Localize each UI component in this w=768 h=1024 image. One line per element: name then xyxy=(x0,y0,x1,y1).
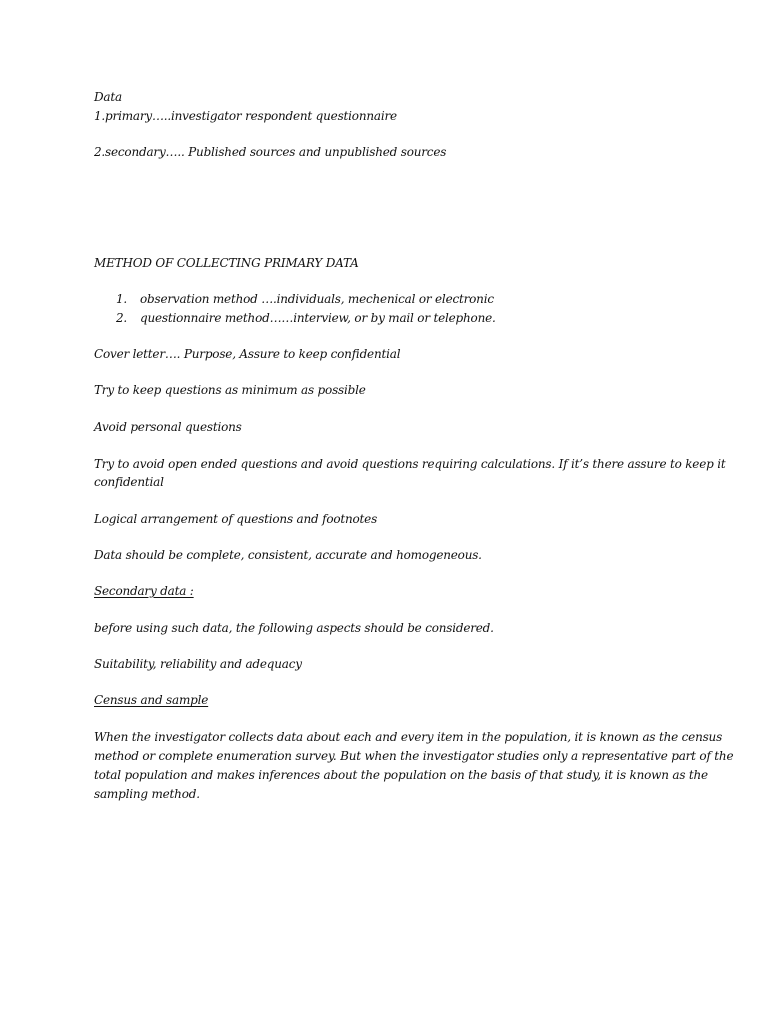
doc-heading: Data xyxy=(94,90,122,104)
methods-item-number: 1. xyxy=(116,292,128,306)
census-paragraph-line: method or complete enumeration survey. But when the investigator studies only a representative part of the xyxy=(94,749,734,763)
methods-item-text: questionnaire method……interview, or by mail or telephone. xyxy=(140,311,496,325)
census-paragraph-line: sampling method. xyxy=(94,787,200,801)
before-using-line: before using such data, the following aspects should be considered. xyxy=(94,621,494,635)
census-heading: Census and sample xyxy=(94,693,209,707)
census-paragraph-line: total population and makes inferences about the population on the basis of that study, it is known as the xyxy=(94,768,708,782)
avoid-personal-line: Avoid personal questions xyxy=(94,420,242,434)
suitability-line: Suitability, reliability and adequacy xyxy=(94,657,302,671)
secondary-line: 2.secondary….. Published sources and unpublished sources xyxy=(94,145,447,159)
primary-line: 1.primary…..investigator respondent questionnaire xyxy=(94,109,397,123)
secondary-data-heading: Secondary data : xyxy=(94,584,194,598)
methods-item-text: observation method ….individuals, mechenical or electronic xyxy=(140,292,494,306)
avoid-open-line-cont: confidential xyxy=(94,475,164,489)
methods-item-number: 2. xyxy=(116,311,128,325)
complete-line: Data should be complete, consistent, accurate and homogeneous. xyxy=(94,548,482,562)
cover-letter-line: Cover letter…. Purpose, Assure to keep confidential xyxy=(94,347,401,361)
avoid-open-line: Try to avoid open ended questions and avoid questions requiring calculations. If it’s there assure to keep it xyxy=(94,457,726,471)
document-page xyxy=(94,0,734,1024)
method-heading: METHOD OF COLLECTING PRIMARY DATA xyxy=(94,256,359,270)
census-paragraph-line: When the investigator collects data about each and every item in the population, it is known as the census xyxy=(94,730,723,744)
minimum-line: Try to keep questions as minimum as possible xyxy=(94,383,366,397)
logical-line: Logical arrangement of questions and footnotes xyxy=(94,512,378,526)
